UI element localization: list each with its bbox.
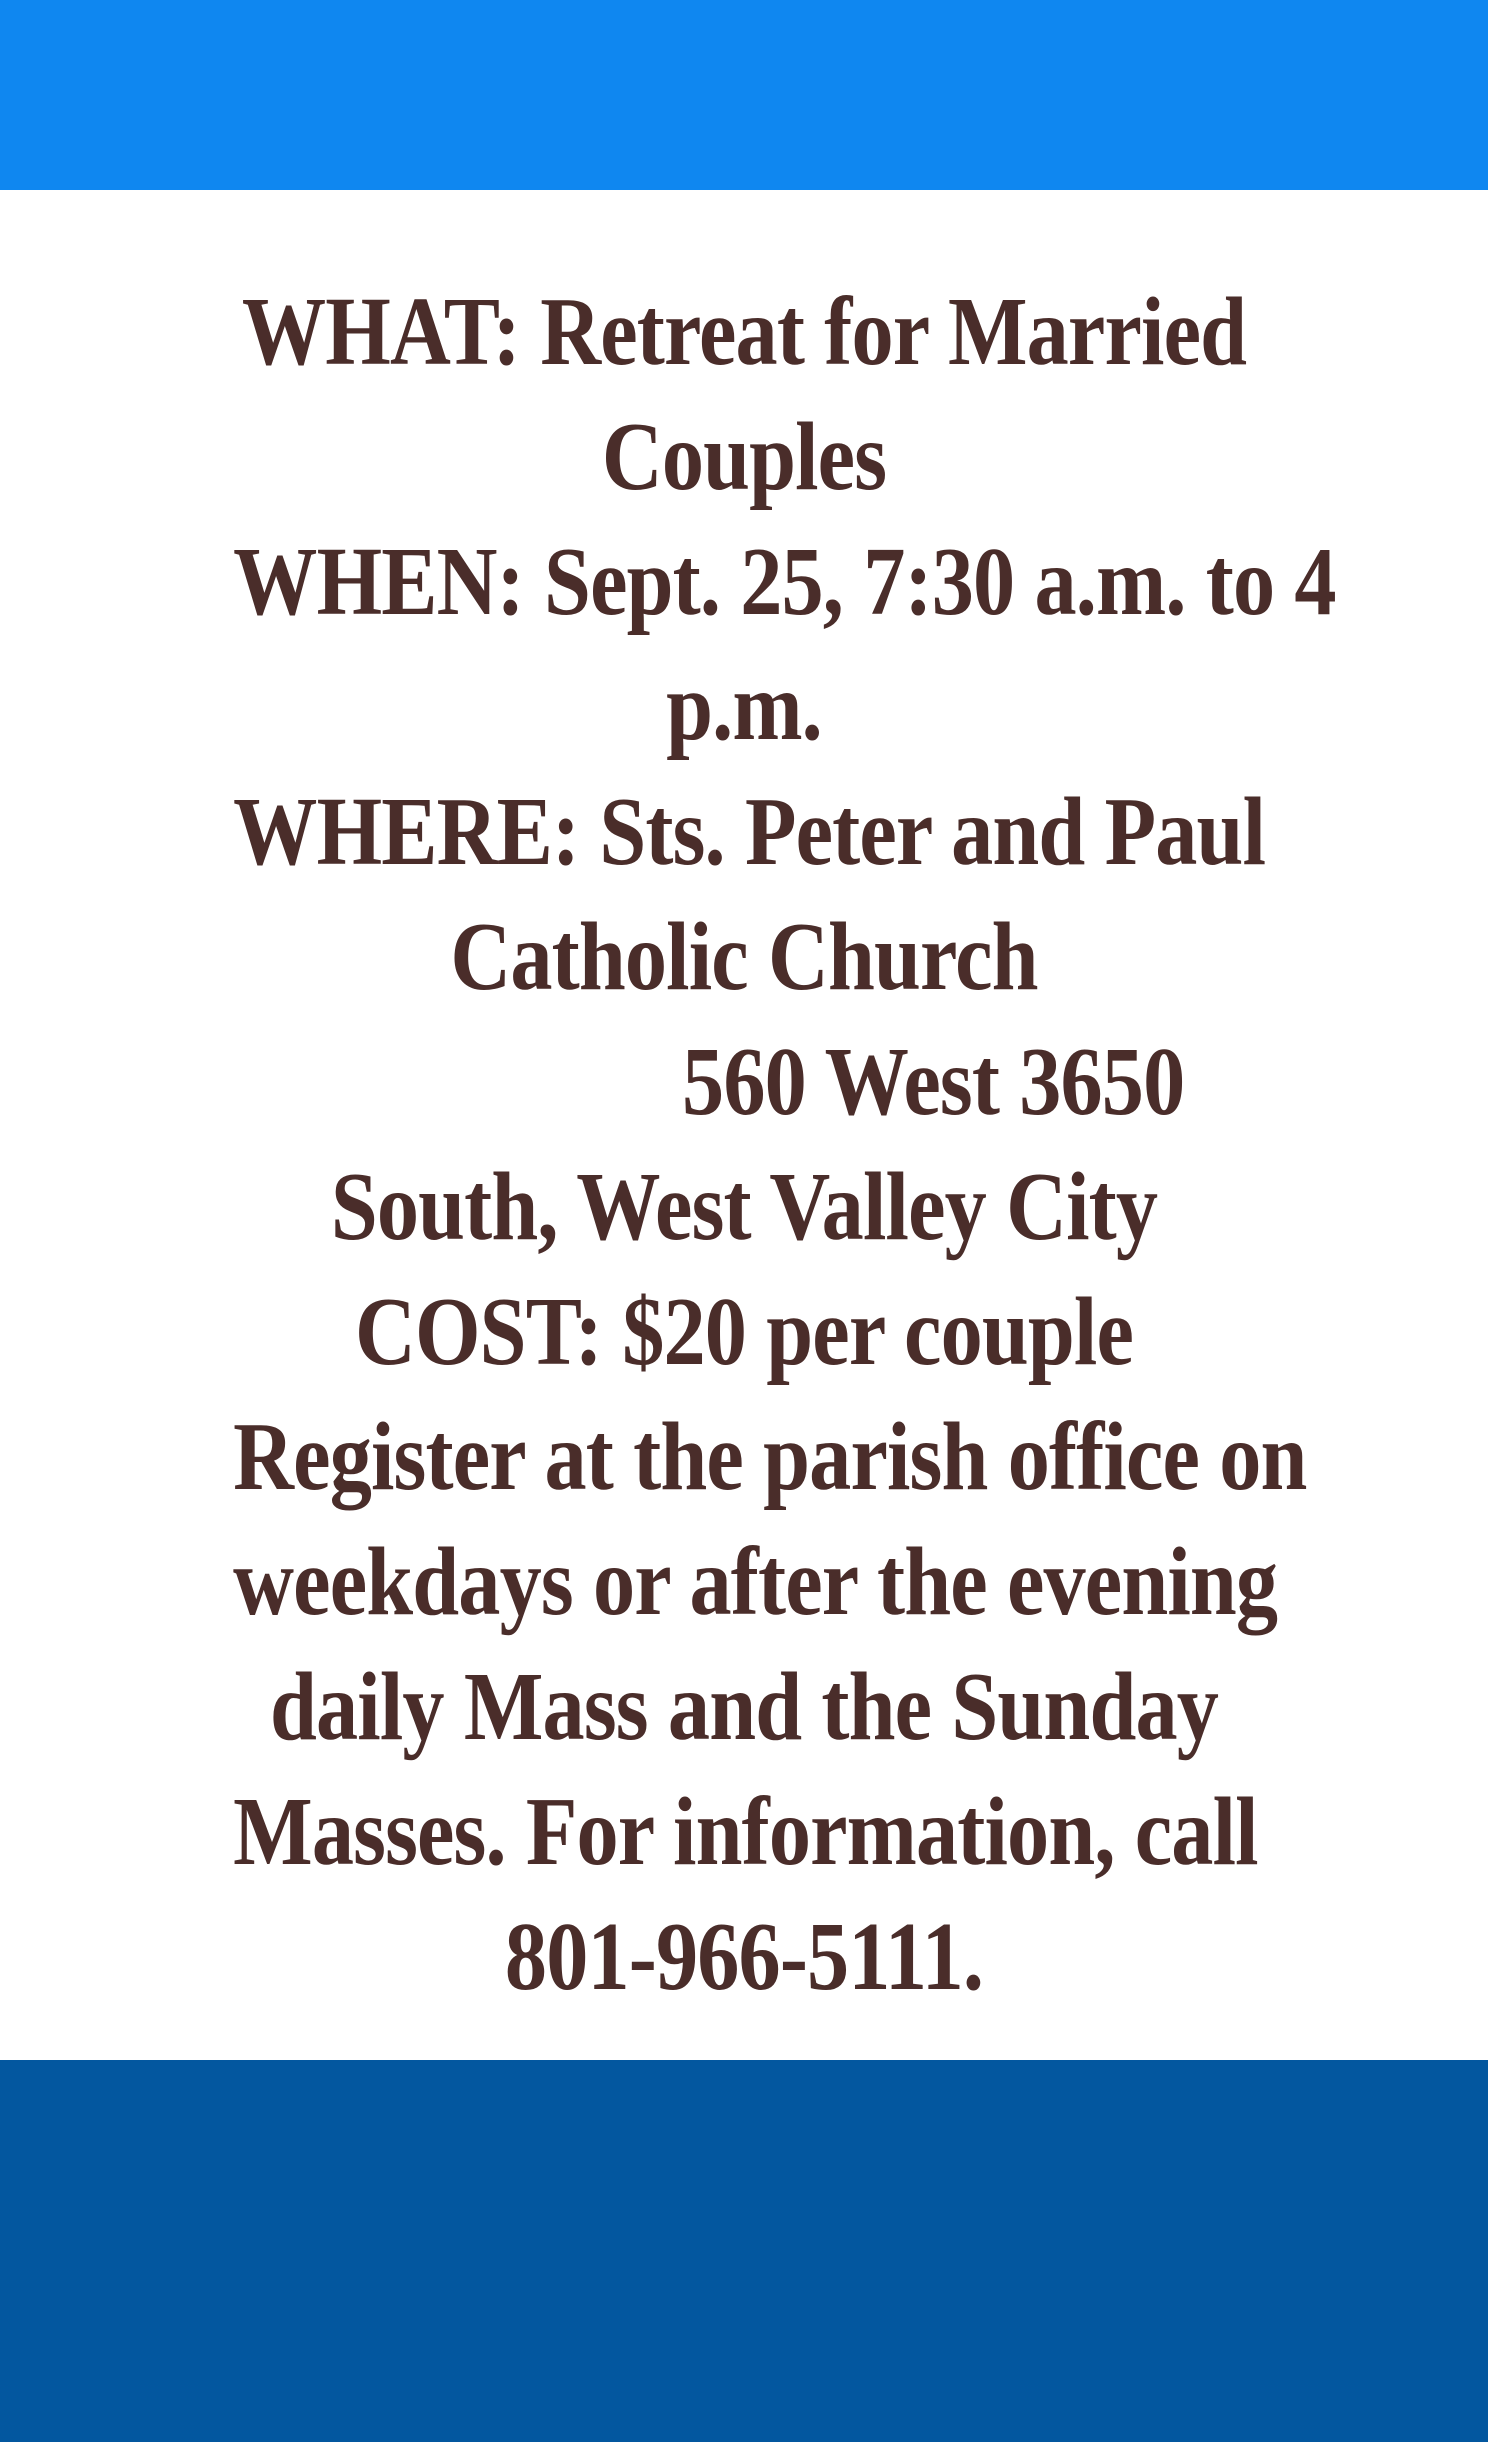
event-notice [104,270,1384,2020]
what-line-continued: Couples [601,403,887,511]
where-line: WHERE: Sts. Peter and Paul [233,778,1266,886]
address-line-2: South, West Valley City [330,1153,1158,1261]
bottom-blue-band [0,2060,1488,2442]
register-line-3: daily Mass and the Sunday [269,1653,1219,1761]
when-line-continued: p.m. [666,653,822,761]
where-line-continued: Catholic Church [450,903,1038,1011]
what-line: WHAT: Retreat for Married [241,278,1247,386]
top-blue-band [0,0,1488,190]
cost-line: COST: $20 per couple [354,1278,1134,1386]
phone-number: 801-966-5111. [504,1903,984,2011]
register-line-1: Register at the parish office on [233,1403,1307,1511]
address-line-1: 560 West 3650 [682,1028,1185,1136]
register-line-2: weekdays or after the evening [233,1528,1278,1636]
when-line: WHEN: Sept. 25, 7:30 a.m. to 4 [233,528,1336,636]
register-line-4: Masses. For information, call [233,1778,1258,1886]
